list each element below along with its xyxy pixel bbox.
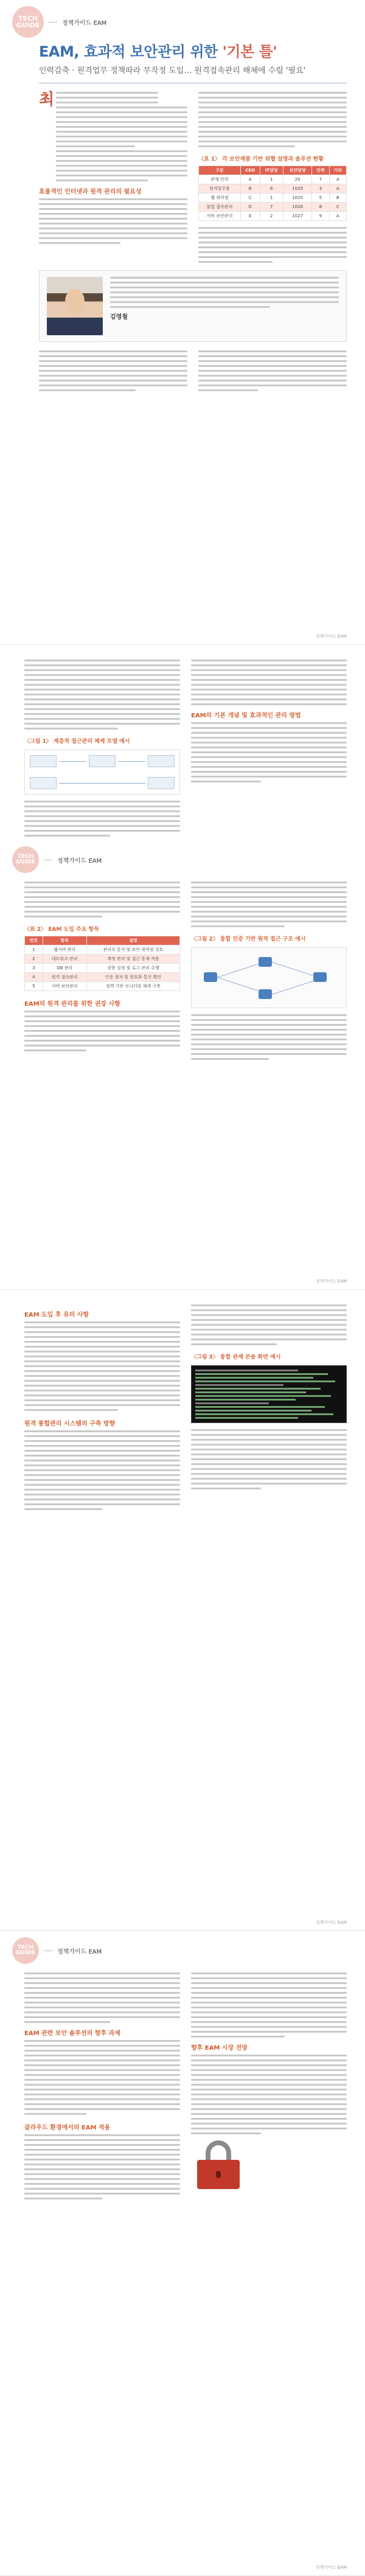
table-cell: D — [240, 203, 260, 212]
body-columns — [0, 1964, 365, 2199]
table-cell: 6 — [260, 184, 283, 193]
table-cell: 1 — [260, 175, 283, 184]
paragraph — [191, 722, 347, 782]
column-right — [191, 660, 347, 837]
table-row — [199, 184, 347, 193]
table-cell: A — [240, 175, 260, 184]
padlock-keyhole — [216, 2171, 221, 2178]
table-header: 설명 — [86, 936, 179, 945]
table-cell: 네트워크 관리 — [43, 955, 86, 964]
page-footer: 정책가이드 EAM — [315, 2565, 347, 2570]
title-main-text: EAM, 효과적 보안관리 위한 — [39, 43, 223, 60]
column-left — [24, 1304, 180, 1510]
column-left — [39, 92, 187, 263]
console-screenshot — [191, 1365, 347, 1423]
flow-row — [30, 755, 175, 767]
network-node — [204, 972, 217, 982]
paragraph — [24, 1321, 180, 1411]
article-subtitle: 인력감축 · 원격업무 정책따라 무작정 도입… 원격접속관리 해체에 수립 '필요' — [39, 66, 306, 75]
table-cell: 1 — [25, 945, 43, 955]
table-cell: 3 — [25, 964, 43, 973]
table-header: 보안담당 — [283, 166, 312, 175]
paragraph — [198, 227, 347, 263]
page-footer: 정책가이드 EAM — [315, 1920, 347, 1925]
table-cell: 웹서버 관리 — [43, 945, 86, 955]
paragraph — [56, 92, 187, 181]
flow-node — [89, 755, 116, 767]
body-columns — [0, 645, 365, 837]
column-right — [191, 882, 347, 1060]
table-cell: DB 관리 — [43, 964, 86, 973]
table-cell: 7 — [312, 175, 329, 184]
table-row — [25, 982, 180, 991]
table-cell: 계정 관리 및 접근 통제 적용 — [86, 955, 179, 964]
table-cell: 웹 취약점 — [199, 193, 241, 203]
section-subheading: 향후 EAM 시장 전망 — [191, 2045, 248, 2052]
table-cell: 5 — [312, 193, 329, 203]
author-name: 김영철 — [110, 314, 128, 321]
paragraph — [191, 2055, 347, 2134]
table-cell: 1026 — [283, 203, 312, 212]
body-columns-lower — [0, 873, 365, 1060]
table-row — [25, 955, 180, 964]
paragraph — [24, 1972, 180, 2023]
section-subheading: 원격 통합관리 시스템의 구축 방향 — [24, 1421, 116, 1427]
section-subheading: EAM의 기본 개념 및 효과적인 관리 방법 — [191, 712, 301, 719]
header-divider — [49, 22, 57, 23]
table-header: 번호 — [25, 936, 43, 945]
flow-connector — [59, 783, 145, 784]
column-right — [191, 1304, 347, 1510]
section-subheading: EAM 관련 보안 솔루션의 향후 과제 — [24, 2030, 120, 2037]
network-node — [259, 957, 272, 967]
page-header — [0, 837, 365, 873]
section-subheading: 효율적인 인터넷과 원격 관리의 필요성 — [39, 189, 142, 195]
paragraph — [24, 801, 180, 837]
table-cell: 4 — [25, 973, 43, 982]
page-2 — [0, 645, 365, 1290]
table-cell: 원격 접속관리 — [43, 973, 86, 982]
flow-connector — [59, 761, 86, 762]
table-cell: 1025 — [283, 184, 312, 193]
badge-line: TECH — [18, 15, 38, 23]
network-node — [259, 989, 272, 999]
table-cell: 원격업무용 — [199, 184, 241, 193]
table-cell: C — [240, 193, 260, 203]
flow-row — [30, 777, 175, 789]
paragraph — [191, 1304, 347, 1345]
network-link — [272, 962, 314, 976]
table-cell: B — [240, 184, 260, 193]
paragraph — [24, 1011, 180, 1051]
paragraph — [24, 2134, 180, 2199]
paragraph — [24, 1430, 180, 1510]
column-left — [24, 1972, 180, 2199]
table-row — [25, 945, 180, 955]
title-emphasis: '기본 틀' — [222, 43, 277, 60]
paragraph — [198, 92, 347, 147]
network-link — [272, 981, 314, 995]
table-cell: 관리자 분석 및 보안 취약점 검토 — [86, 945, 179, 955]
table-row — [25, 973, 180, 982]
column-right — [198, 350, 347, 391]
table-cell: C — [329, 203, 346, 212]
table-cell: 8 — [312, 203, 329, 212]
author-photo — [47, 277, 103, 335]
table-cell: 서버 보안관리 — [199, 212, 241, 221]
table-cell: E — [240, 212, 260, 221]
network-link — [217, 977, 258, 991]
paragraph — [191, 882, 347, 927]
figure-caption: 〈그림 2〉 통합 인증 기반 원격 접근 구조 예시 — [191, 936, 306, 942]
table-header: IT담당 — [260, 166, 283, 175]
network-node — [313, 972, 327, 982]
paragraph — [191, 1972, 347, 2038]
body-columns-lower — [0, 342, 365, 391]
table-row — [199, 193, 347, 203]
table-cell: A — [329, 175, 346, 184]
tech-guide-badge — [12, 6, 44, 38]
section-label: 정책가이드 EAM — [62, 19, 107, 27]
section-label: 정책가이드 EAM — [57, 857, 102, 865]
padlock-illustration — [191, 2140, 246, 2189]
data-table — [24, 936, 180, 991]
table-cell: 7 — [260, 203, 283, 212]
flow-node — [148, 755, 175, 767]
section-subheading: EAM의 원격 관리를 위한 권장 사항 — [24, 1001, 120, 1008]
badge-line: GUIDE — [16, 859, 35, 865]
author-bio — [110, 277, 339, 321]
section-subheading: 클라우드 환경에서의 EAM 적용 — [24, 2125, 111, 2131]
table-cell: 5 — [25, 982, 43, 991]
flow-node — [148, 777, 175, 789]
table-row — [25, 964, 180, 973]
table-header: 구분 — [199, 166, 241, 175]
data-table — [198, 165, 347, 221]
table-cell: 1025 — [283, 193, 312, 203]
article-title — [39, 43, 347, 61]
table-cell: 권한 설정 및 로그 관리 수행 — [86, 964, 179, 973]
body-columns — [0, 83, 365, 263]
table-header: 기타 — [329, 166, 346, 175]
page-header — [0, 1931, 365, 1964]
table-cell: 20 — [283, 175, 312, 184]
badge-line: TECH — [17, 854, 34, 860]
paragraph — [39, 350, 187, 391]
flow-diagram — [24, 750, 180, 795]
column-left — [39, 350, 187, 391]
article-header — [0, 38, 365, 77]
tech-guide-badge — [12, 846, 39, 873]
paragraph — [191, 660, 347, 705]
table-cell: 9 — [312, 212, 329, 221]
table-cell: 1 — [260, 193, 283, 203]
table-cell: 1027 — [283, 212, 312, 221]
body-columns — [0, 1290, 365, 1510]
table-caption: 〈표 2〉 EAM 도입 주요 항목 — [24, 927, 99, 933]
column-right — [198, 92, 347, 263]
table-cell: 서버 보안관리 — [43, 982, 86, 991]
network-diagram — [191, 947, 347, 1008]
table-cell: A — [329, 212, 346, 221]
tech-guide-badge — [12, 1937, 39, 1964]
paragraph — [24, 2040, 180, 2115]
flow-connector — [118, 761, 145, 762]
table-row — [199, 212, 347, 221]
page-3 — [0, 1290, 365, 1931]
table-cell: 불법 접속관리 — [199, 203, 241, 212]
page-footer: 정책가이드 EAM — [315, 1279, 347, 1284]
table-cell: B — [329, 193, 346, 203]
badge-line: TECH — [17, 1944, 34, 1951]
table-cell: A — [329, 184, 346, 193]
author-profile-box — [39, 270, 347, 342]
page-1 — [0, 0, 365, 645]
figure-caption: 〈그림 3〉 통합 관제 콘솔 화면 예시 — [191, 1354, 281, 1360]
table-caption: 〈표 1〉 각 보안제품 기반 위협 설명과 솔루션 현황 — [198, 156, 324, 162]
paragraph — [24, 882, 180, 917]
column-left — [24, 882, 180, 1060]
table-cell: 3 — [312, 184, 329, 193]
badge-line: GUIDE — [16, 21, 40, 29]
table-header: 항목 — [43, 936, 86, 945]
table-cell: 정책 기반 모니터링 체계 구축 — [86, 982, 179, 991]
table-row — [199, 203, 347, 212]
table-header: CEO — [240, 166, 260, 175]
page-footer: 정책가이드 EAM — [315, 634, 347, 639]
section-label: 정책가이드 EAM — [57, 1948, 102, 1955]
flow-node — [30, 777, 57, 789]
flow-node — [30, 755, 57, 767]
table-cell: 인증 절차 및 암호화 통신 확인 — [86, 973, 179, 982]
table-cell: 2 — [260, 212, 283, 221]
section-subheading: EAM 도입 후 유의 사항 — [24, 1312, 89, 1318]
paragraph — [191, 1429, 347, 1489]
table-row — [199, 175, 347, 184]
paragraph — [39, 198, 187, 244]
table-header: 인력 — [312, 166, 329, 175]
paragraph — [24, 660, 180, 729]
badge-line: GUIDE — [16, 1950, 35, 1956]
figure-caption: 〈그림 1〉 계층적 접근관리 체계 모델 예시 — [24, 739, 130, 745]
page-header — [0, 0, 365, 38]
drop-cap: 최 — [39, 91, 55, 109]
paragraph — [198, 350, 347, 391]
paragraph — [191, 1014, 347, 1060]
network-link — [217, 964, 258, 978]
table-cell: 2 — [25, 955, 43, 964]
table-cell: 관제 인력 — [199, 175, 241, 184]
bio-paragraph — [110, 277, 339, 308]
column-left — [24, 660, 180, 837]
page-4 — [0, 1931, 365, 2576]
column-right — [191, 1972, 347, 2199]
